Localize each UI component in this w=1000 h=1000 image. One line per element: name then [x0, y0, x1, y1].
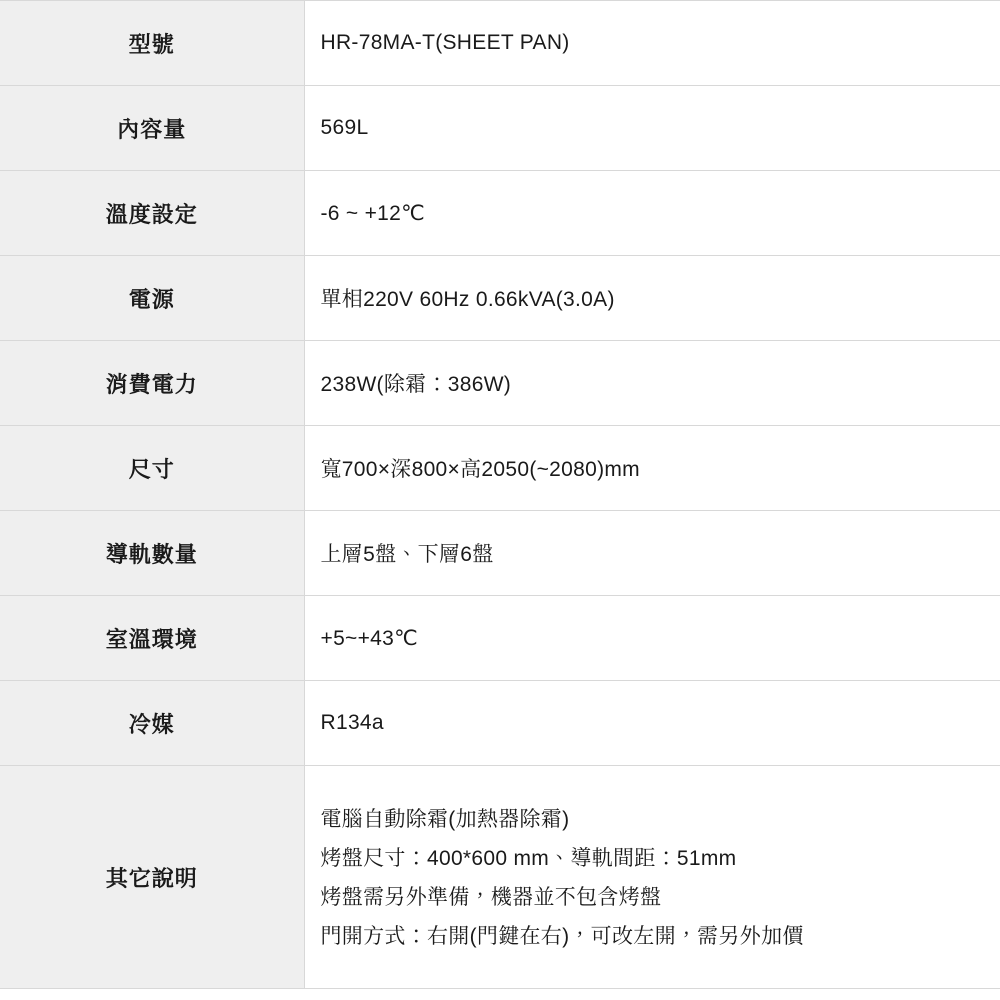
spec-value: 569L	[304, 86, 1000, 171]
spec-label: 導軌數量	[0, 511, 304, 596]
table-row	[0, 1, 1000, 86]
note-line: 烤盤需另外準備，機器並不包含烤盤	[320, 886, 662, 909]
spec-value: 單相220V 60Hz 0.66kVA(3.0A)	[304, 256, 1000, 341]
spec-label: 型號	[0, 1, 304, 86]
table-row	[0, 681, 1000, 766]
spec-label: 尺寸	[0, 426, 304, 511]
spec-value: -6 ~ +12℃	[304, 171, 1000, 256]
spec-value: +5~+43℃	[304, 596, 1000, 681]
note-line: 烤盤尺寸：400*600 mm、導軌間距：51mm	[320, 847, 737, 871]
table-row	[0, 341, 1000, 426]
spec-label: 室溫環境	[0, 596, 304, 681]
spec-label: 消費電力	[0, 341, 304, 426]
table-row	[0, 511, 1000, 596]
spec-label-notes: 其它說明	[0, 766, 304, 989]
spec-value: HR-78MA-T(SHEET PAN)	[304, 1, 1000, 86]
spec-label: 電源	[0, 256, 304, 341]
spec-label: 內容量	[0, 86, 304, 171]
spec-value: 上層5盤、下層6盤	[304, 511, 1000, 596]
spec-value: R134a	[304, 681, 1000, 766]
table-row	[0, 86, 1000, 171]
spec-label: 冷媒	[0, 681, 304, 766]
spec-value: 寬700×深800×高2050(~2080)mm	[304, 426, 1000, 511]
spec-value: 238W(除霜：386W)	[304, 341, 1000, 426]
spec-label: 溫度設定	[0, 171, 304, 256]
note-line: 電腦自動除霜(加熱器除霜)	[320, 808, 570, 832]
table-row	[0, 596, 1000, 681]
note-line: 門開方式：右開(門鍵在右)，可改左開，需另外加價	[320, 924, 804, 948]
table-row-notes	[0, 766, 1000, 989]
table-row	[0, 256, 1000, 341]
table-row	[0, 171, 1000, 256]
spec-value-notes	[304, 766, 1000, 989]
table-row	[0, 426, 1000, 511]
specification-table-body	[0, 1, 1000, 989]
